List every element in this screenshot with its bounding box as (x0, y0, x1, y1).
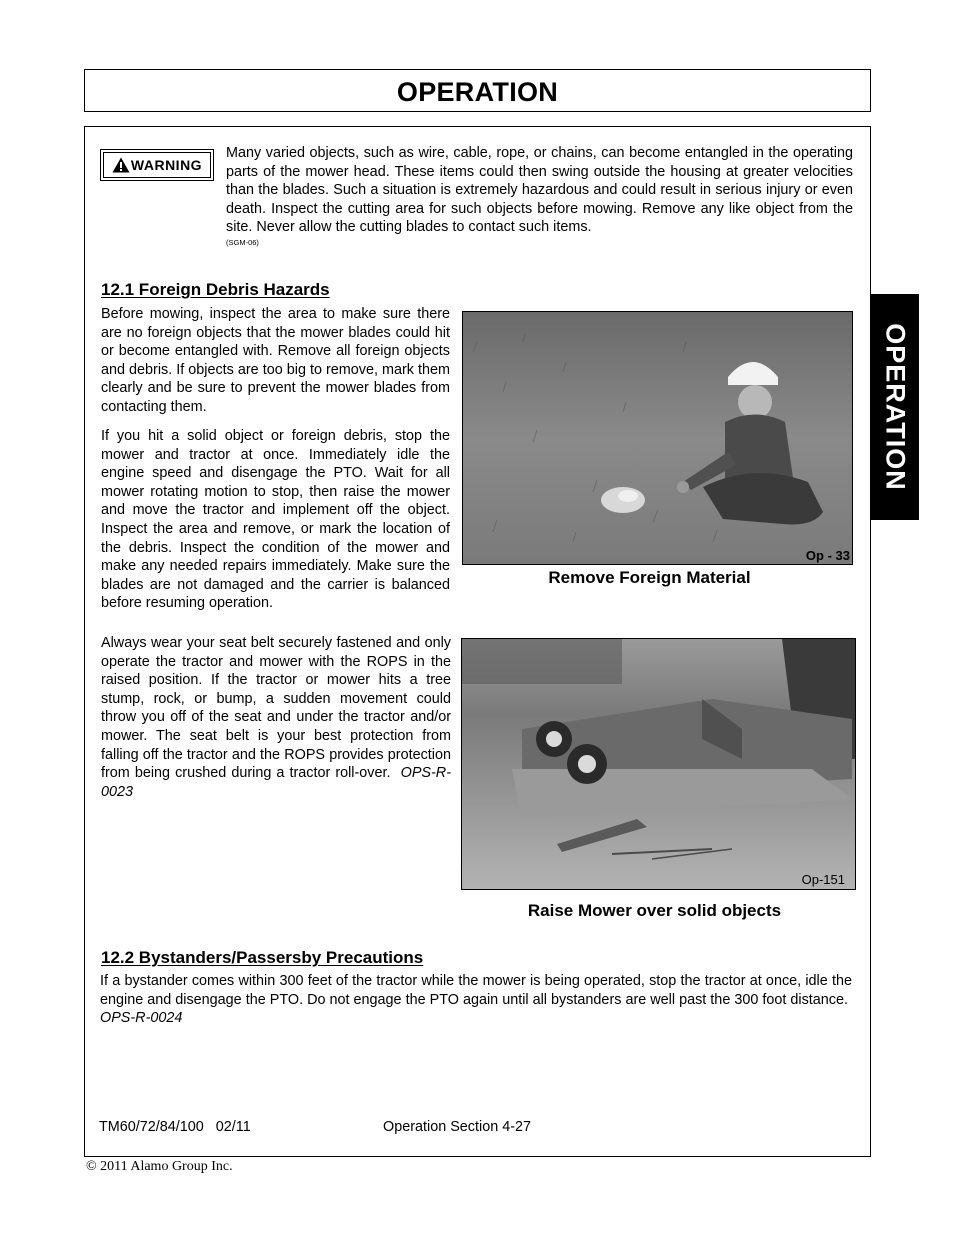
warning-badge (100, 149, 214, 181)
seat-belt-text: Always wear your seat belt securely fastened and only operate the tractor and mower with the ROPS in the raised position. If the tractor or mower hits a tree stump, rock, or bump, a sudden movement could throw you off of the seat and under the tractor and/or mower. The seat belt is your best protection from falling off the tractor and the ROPS provides protection from being crushed during a tractor roll-over. (101, 635, 451, 782)
warning-reference: (SGM-06) (226, 237, 259, 247)
footer-section: Operation Section 4-27 (383, 1119, 531, 1135)
bystanders-text: If a bystander comes within 300 feet of the tractor while the mower is being operated, stop the tractor at once, idle the engine and disengage the PTO. Do not engage the PTO again until all bystanders are well past the 300 foot distance. (100, 973, 852, 1008)
section-heading-bystanders: 12.2 Bystanders/Passersby Precautions (101, 948, 424, 967)
paragraph-seat-belt (101, 634, 451, 801)
warning-text (226, 144, 853, 248)
side-tab-label: OPERATION (880, 323, 910, 491)
bystanders-reference: OPS-R-0024 (100, 1010, 183, 1027)
photo-remove-foreign-material (462, 311, 853, 565)
paragraph-inspect-area: Before mowing, inspect the area to make sure there are no foreign objects that the mower blades could hit or become entangled with. Remove all foreign objects and debris. If objects are too big to remove, mark them clearly and be sure to prevent the mower blades from contacting them. (101, 306, 450, 415)
warning-body: Many varied objects, such as wire, cable, rope, or chains, can become entangled in the operating parts of the mower head. These items could then swing outside the housing at greater velocities than the blades. Such a situation is extremely hazardous and could result in serious injury or even death. Inspect the cutting area for such objects before mowing. Remove any like object from the site. Never allow the cutting blades to contact such items. (226, 145, 853, 236)
photo-label-op151: Op-151 (801, 872, 845, 887)
seat-belt-reference: OPS-R-0023 (101, 765, 451, 800)
copyright: © 2011 Alamo Group Inc. (86, 1159, 233, 1174)
paragraph-bystanders (100, 972, 852, 1028)
photo-raise-mower (461, 638, 856, 890)
caption-raise-mower: Raise Mower over solid objects (527, 901, 782, 920)
photo-label-op33: Op - 33 (805, 548, 850, 563)
section-heading-foreign-debris: 12.1 Foreign Debris Hazards (101, 280, 330, 299)
paragraph-solid-object: If you hit a solid object or foreign debris, stop the mower and tractor at once. Immediately idle the engine speed and disengage the PTO. Wait for all mower rotating motion to stop, then raise the mower and move the tractor and implement off the object. Inspect the area and remove, or mark the location of the debris. Inspect the condition of the mower and make any needed repairs immediately. Make sure the blades are not damaged and the carrier is balanced before resuming operation. (101, 428, 450, 612)
warning-label: WARNING (130, 157, 203, 173)
footer-model: TM60/72/84/100 02/11 (99, 1119, 251, 1135)
side-tab (870, 294, 919, 520)
header-box (84, 69, 871, 112)
page-title: OPERATION (396, 77, 559, 107)
caption-remove-foreign-material: Remove Foreign Material (548, 568, 751, 587)
warning-triangle-icon (112, 157, 130, 173)
